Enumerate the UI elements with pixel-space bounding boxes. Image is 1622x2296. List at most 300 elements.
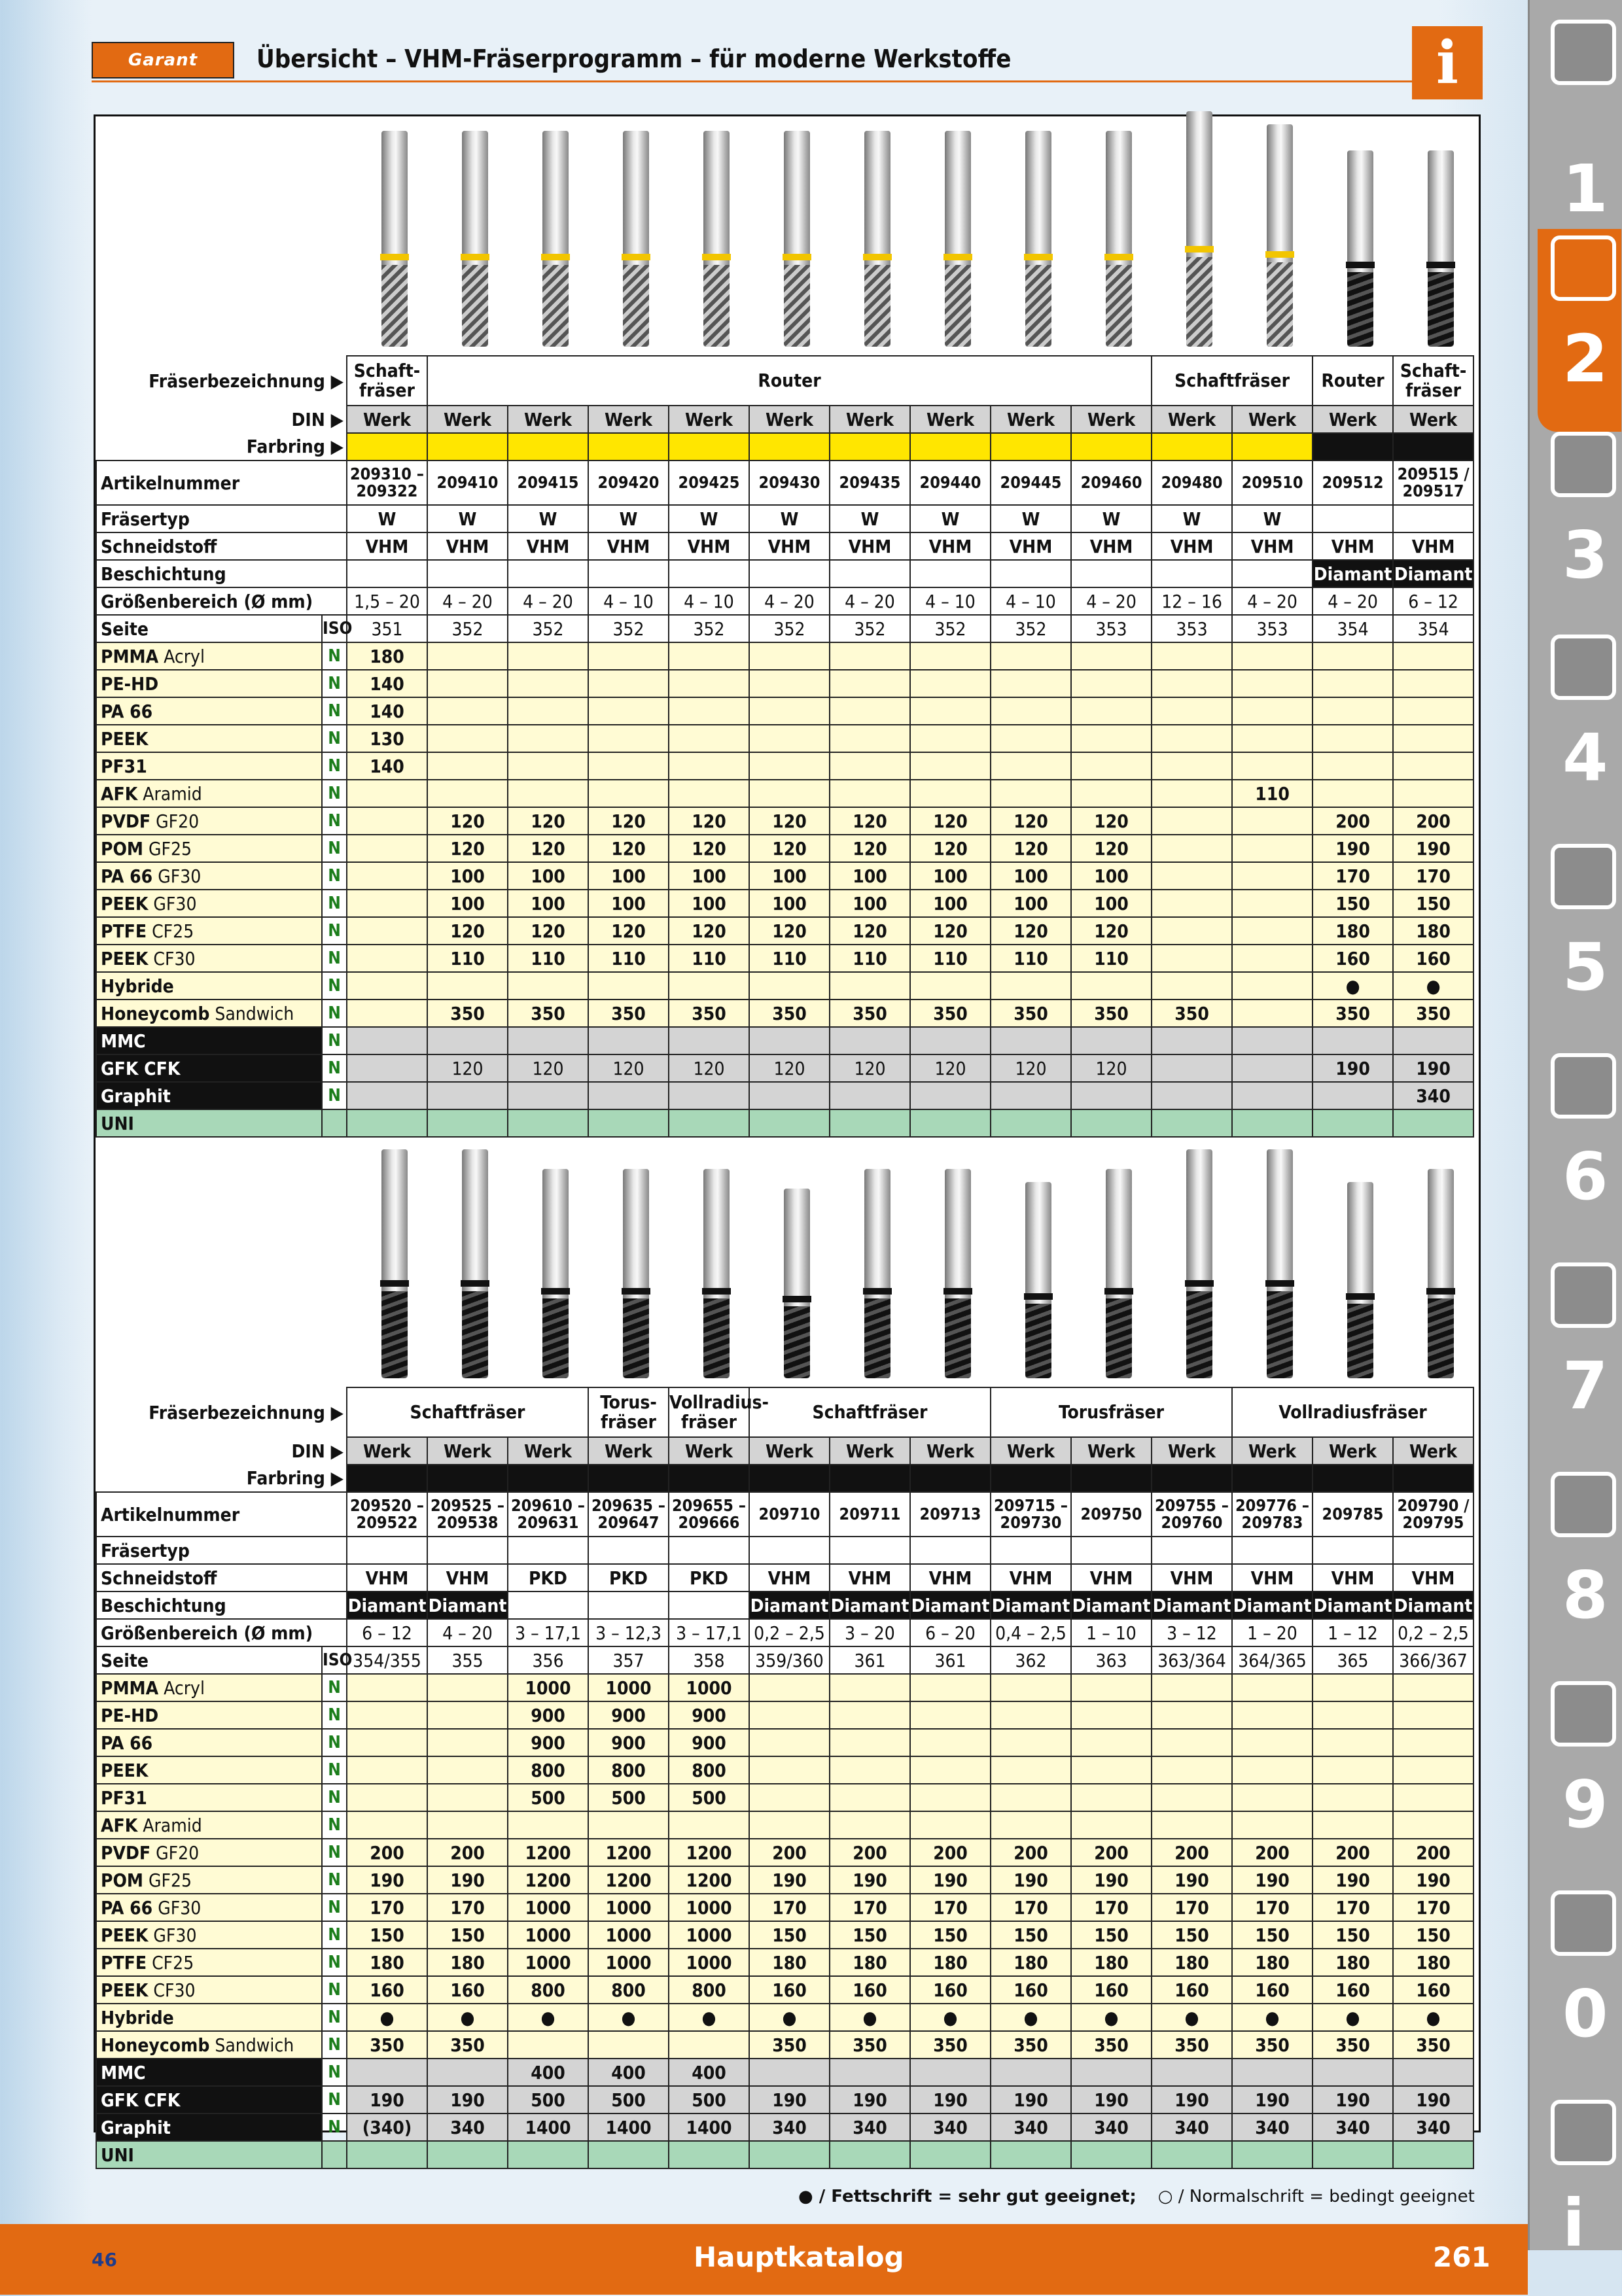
label-artikelnummer: Artikelnummer xyxy=(96,1492,347,1537)
cutting-speed-cell: 110 xyxy=(1232,780,1313,807)
label-din-cell: Werk xyxy=(1152,406,1232,433)
info-icon xyxy=(1551,2100,1616,2165)
cutting-speed-cell: 350 xyxy=(508,1000,588,1027)
cutting-speed-cell: (340) xyxy=(347,2113,427,2141)
info-icon[interactable]: i xyxy=(1412,26,1483,99)
chapter-tab-i[interactable] xyxy=(1538,2093,1621,2296)
cutting-speed-cell: 1000 xyxy=(588,1921,669,1949)
material-name: POM xyxy=(101,1869,143,1891)
label-artikelnummer-cell: 209480 xyxy=(1152,461,1232,505)
cutting-speed-cell: 120 xyxy=(588,807,669,835)
cutting-speed-cell: 1200 xyxy=(508,1866,588,1894)
cutting-speed-cell: 1000 xyxy=(669,1894,749,1921)
material-variant: CF25 xyxy=(147,1951,194,1974)
label-artikelnummer-cell: 209790 / 209795 xyxy=(1393,1492,1473,1537)
chapter-number: 7 xyxy=(1562,1348,1608,1424)
cutting-speed-cell: 340 xyxy=(910,2113,991,2141)
page-ref-cell: 352 xyxy=(588,615,669,642)
iso-group: N xyxy=(322,1756,347,1784)
cutting-speed-cell xyxy=(588,1811,669,1839)
cutting-speed-cell: 190 xyxy=(1393,2086,1473,2113)
material-variant: Sandwich xyxy=(209,1002,294,1024)
cutting-speed-cell: 120 xyxy=(910,1054,991,1082)
cutting-speed-cell xyxy=(347,1756,427,1784)
label-artikelnummer-cell: 209510 xyxy=(1232,461,1313,505)
label-groessenbereich-cell: 4 – 20 xyxy=(427,587,508,615)
workbench-icon xyxy=(1551,1472,1616,1537)
label-beschichtung-cell xyxy=(749,560,830,587)
chapter-number: 9 xyxy=(1562,1766,1608,1843)
label-din-cell: Werk xyxy=(910,406,991,433)
cutting-speed-cell xyxy=(1232,1701,1313,1729)
cutting-speed-cell: 1200 xyxy=(508,1839,588,1866)
cutting-speed-cell xyxy=(508,725,588,752)
cutting-speed-cell: 150 xyxy=(1313,890,1393,917)
cutting-speed-cell: 200 xyxy=(991,1839,1071,1866)
page-ref-cell: 355 xyxy=(427,1646,508,1674)
chapter-tab-0[interactable] xyxy=(1538,1884,1621,2087)
page-ref-cell: 353 xyxy=(1071,615,1152,642)
label-beschichtung-cell xyxy=(991,560,1071,587)
cutting-speed-cell: 180 xyxy=(1313,917,1393,945)
cutting-speed-cell xyxy=(1232,2059,1313,2086)
cutting-speed-cell: 180 xyxy=(1313,1949,1393,1976)
cutting-speed-cell: 180 xyxy=(910,1949,991,1976)
material-name: PE-HD xyxy=(101,1704,159,1726)
label-beschichtung-cell xyxy=(427,560,508,587)
label-beschichtung-cell: Diamant xyxy=(1393,560,1473,587)
cutting-speed-cell xyxy=(1393,1811,1473,1839)
cutting-speed-cell: 900 xyxy=(588,1729,669,1756)
iso-group: N xyxy=(322,807,347,835)
color-ring-swatch xyxy=(749,433,830,461)
cutting-speed-cell xyxy=(588,780,669,807)
cutting-speed-cell: 170 xyxy=(991,1894,1071,1921)
cutting-speed-cell xyxy=(427,972,508,1000)
cutting-speed-cell: 200 xyxy=(830,1839,910,1866)
material-variant: Aramid xyxy=(137,1814,202,1836)
cutting-speed-cell: 120 xyxy=(427,835,508,862)
cutting-speed-cell xyxy=(1152,1027,1232,1054)
label-fraesertyp-cell xyxy=(991,1537,1071,1564)
label-fraesertyp-cell xyxy=(910,1537,991,1564)
page-header xyxy=(92,35,1475,82)
cutting-speed-cell xyxy=(910,1701,991,1729)
color-ring-swatch xyxy=(669,1465,749,1492)
table-top xyxy=(96,355,1474,1138)
label-groessenbereich-cell: 4 – 20 xyxy=(749,587,830,615)
legend-normal: ○ / Normalschrift = bedingt geeignet xyxy=(1157,2187,1475,2206)
cutting-speed-cell: 1000 xyxy=(508,1921,588,1949)
label-fraesertyp-cell: W xyxy=(427,505,508,532)
cutting-speed-cell xyxy=(830,752,910,780)
cutting-speed-cell: 160 xyxy=(1232,1976,1313,2004)
page-ref-cell: 358 xyxy=(669,1646,749,1674)
cutting-speed-cell xyxy=(991,1082,1071,1109)
cutting-speed-cell xyxy=(1313,780,1393,807)
cutting-speed-cell xyxy=(1152,1701,1232,1729)
milling-cutter-image xyxy=(1428,150,1454,347)
cutting-speed-cell xyxy=(1152,1784,1232,1811)
cutting-speed-cell: ● xyxy=(669,2004,749,2031)
chapter-tab-6[interactable] xyxy=(1538,1047,1621,1249)
cutting-speed-cell xyxy=(749,2059,830,2086)
cutting-speed-cell xyxy=(669,1109,749,1137)
cutting-speed-cell: 110 xyxy=(427,945,508,972)
cutting-speed-cell xyxy=(1393,780,1473,807)
cutting-speed-cell: 400 xyxy=(669,2059,749,2086)
cutting-speed-cell: 110 xyxy=(910,945,991,972)
cutting-speed-cell: 180 xyxy=(991,1949,1071,1976)
cutting-speed-cell xyxy=(1393,697,1473,725)
cutting-speed-cell: 100 xyxy=(1071,890,1152,917)
chapter-tab-2[interactable] xyxy=(1538,229,1621,432)
cutting-speed-cell xyxy=(508,642,588,670)
cutting-speed-cell: 170 xyxy=(830,1894,910,1921)
cutting-speed-cell: 190 xyxy=(1393,835,1473,862)
cutting-speed-cell: 350 xyxy=(749,1000,830,1027)
label-artikelnummer-cell: 209460 xyxy=(1071,461,1152,505)
cutting-speed-cell xyxy=(910,1756,991,1784)
chapter-tab-4[interactable] xyxy=(1538,628,1621,831)
cutting-speed-cell xyxy=(1313,752,1393,780)
cutting-speed-cell: 170 xyxy=(1152,1894,1232,1921)
cutting-speed-cell: 100 xyxy=(508,890,588,917)
label-din-cell: Werk xyxy=(749,406,830,433)
cutting-speed-cell: 120 xyxy=(910,835,991,862)
chapter-tab-3[interactable] xyxy=(1538,425,1621,628)
cutting-speed-cell xyxy=(1313,1729,1393,1756)
label-din-cell: Werk xyxy=(669,1437,749,1465)
label-groessenbereich-cell: 3 – 17,1 xyxy=(508,1619,588,1646)
material-label xyxy=(96,1674,322,1701)
cutting-speed-cell xyxy=(1232,1054,1313,1082)
label-artikelnummer-cell: 209525 – 209538 xyxy=(427,1492,508,1537)
iso-group: N xyxy=(322,835,347,862)
label-din-cell: Werk xyxy=(588,1437,669,1465)
label-schneidstoff-cell: VHM xyxy=(991,1564,1071,1592)
label-groessenbereich-cell: 4 – 20 xyxy=(1313,587,1393,615)
cutting-speed-cell: 110 xyxy=(588,945,669,972)
cutting-speed-cell: 160 xyxy=(830,1976,910,2004)
label-fraesertyp-cell xyxy=(347,1537,427,1564)
cutting-speed-cell: 120 xyxy=(508,835,588,862)
material-label xyxy=(96,1756,322,1784)
cutting-speed-cell: 350 xyxy=(830,2031,910,2059)
color-ring-swatch xyxy=(508,433,588,461)
cutting-speed-cell xyxy=(910,1784,991,1811)
cutting-speed-cell xyxy=(1232,862,1313,890)
label-fraesertyp: Fräsertyp xyxy=(96,1537,347,1564)
page-ref-cell: 361 xyxy=(910,1646,991,1674)
cutting-speed-cell: 200 xyxy=(427,1839,508,1866)
label-artikelnummer-cell: 209750 xyxy=(1071,1492,1152,1537)
label-groessenbereich-cell: 4 – 20 xyxy=(508,587,588,615)
cutting-speed-cell: 350 xyxy=(1152,2031,1232,2059)
cutting-speed-cell xyxy=(749,1082,830,1109)
cutting-speed-cell xyxy=(347,1701,427,1729)
chapter-tab-7[interactable] xyxy=(1538,1256,1621,1459)
cutting-speed-cell xyxy=(1071,697,1152,725)
label-groessenbereich-cell: 4 – 10 xyxy=(991,587,1071,615)
material-name: PEEK xyxy=(101,1759,149,1781)
label-din-cell: Werk xyxy=(347,1437,427,1465)
milling-cutter-image xyxy=(1186,1149,1212,1378)
cutting-speed-cell xyxy=(669,972,749,1000)
cutting-speed-cell xyxy=(588,725,669,752)
label-artikelnummer-cell: 209415 xyxy=(508,461,588,505)
material-label xyxy=(96,917,322,945)
cutting-speed-cell: 120 xyxy=(508,807,588,835)
cutting-speed-cell: 340 xyxy=(1232,2113,1313,2141)
iso-group: N xyxy=(322,1894,347,1921)
cutting-speed-cell xyxy=(669,697,749,725)
material-label xyxy=(96,1894,322,1921)
cutting-speed-cell: 170 xyxy=(427,1894,508,1921)
cutting-speed-cell xyxy=(347,1109,427,1137)
label-artikelnummer-cell: 209755 – 209760 xyxy=(1152,1492,1232,1537)
color-ring-swatch xyxy=(588,1465,669,1492)
cutting-speed-cell xyxy=(508,670,588,697)
label-artikelnummer-cell: 209515 / 209517 xyxy=(1393,461,1473,505)
cutting-speed-cell: 100 xyxy=(910,862,991,890)
cutting-speed-cell: 350 xyxy=(991,1000,1071,1027)
cutting-speed-cell: 120 xyxy=(830,1054,910,1082)
saw-icon xyxy=(1551,844,1616,909)
cutting-speed-cell: 340 xyxy=(1152,2113,1232,2141)
label-beschichtung-cell xyxy=(910,560,991,587)
iso-group: N xyxy=(322,1027,347,1054)
page-ref-cell: 351 xyxy=(347,615,427,642)
material-name: POM xyxy=(101,837,143,860)
milling-cutter-image xyxy=(623,131,649,347)
cutting-speed-cell: 190 xyxy=(1232,2086,1313,2113)
cutting-speed-cell xyxy=(1152,1082,1232,1109)
material-name: PE-HD xyxy=(101,672,159,695)
cutting-speed-cell xyxy=(427,1027,508,1054)
label-schneidstoff-cell: VHM xyxy=(1313,1564,1393,1592)
cutting-speed-cell: 180 xyxy=(427,1949,508,1976)
cutting-speed-cell xyxy=(347,1027,427,1054)
cutting-speed-cell: 180 xyxy=(749,1949,830,1976)
cutting-speed-cell: 350 xyxy=(991,2031,1071,2059)
cutting-speed-cell xyxy=(1313,1756,1393,1784)
chapter-tab-9[interactable] xyxy=(1538,1675,1621,1877)
cutting-speed-cell: 120 xyxy=(669,835,749,862)
cutting-speed-cell xyxy=(1232,945,1313,972)
cutting-speed-cell: 190 xyxy=(830,1866,910,1894)
cutting-speed-cell: 350 xyxy=(669,1000,749,1027)
material-variant: Acryl xyxy=(158,645,205,667)
label-artikelnummer-cell: 209425 xyxy=(669,461,749,505)
cutting-speed-cell: 180 xyxy=(1232,1949,1313,1976)
label-artikelnummer-cell: 209440 xyxy=(910,461,991,505)
cutting-speed-cell xyxy=(427,2059,508,2086)
tool-images-bottom xyxy=(354,1145,1479,1383)
cutting-speed-cell: 200 xyxy=(347,1839,427,1866)
cutting-speed-cell: 900 xyxy=(508,1729,588,1756)
label-schneidstoff: Schneidstoff xyxy=(96,1564,347,1592)
page-ref-cell: 352 xyxy=(830,615,910,642)
color-ring-swatch xyxy=(669,433,749,461)
color-ring-swatch xyxy=(588,433,669,461)
page-ref-cell: 363 xyxy=(1071,1646,1152,1674)
cutting-speed-cell xyxy=(427,1674,508,1701)
milling-cutter-image xyxy=(1267,124,1293,347)
cutting-speed-cell: 350 xyxy=(347,2031,427,2059)
cutting-speed-cell xyxy=(347,1082,427,1109)
label-din: DIN ▶ xyxy=(291,408,344,430)
cutting-speed-cell: 120 xyxy=(830,835,910,862)
garant-logo: Garant xyxy=(92,42,234,78)
chapter-tab-8[interactable] xyxy=(1538,1465,1621,1668)
cutting-speed-cell: 900 xyxy=(669,1701,749,1729)
cutting-speed-cell: 120 xyxy=(669,917,749,945)
label-groessenbereich-cell: 4 – 20 xyxy=(1232,587,1313,615)
cutting-speed-cell xyxy=(347,1784,427,1811)
label-groessenbereich-cell: 3 – 12 xyxy=(1152,1619,1232,1646)
material-label xyxy=(96,2141,322,2168)
label-artikelnummer-cell: 209445 xyxy=(991,461,1071,505)
cutting-speed-cell xyxy=(991,725,1071,752)
label-groessenbereich-cell: 6 – 12 xyxy=(1393,587,1473,615)
iso-group: N xyxy=(322,1811,347,1839)
page-ref-cell: 353 xyxy=(1232,615,1313,642)
cutting-speed-cell xyxy=(1232,697,1313,725)
cutting-speed-cell: 100 xyxy=(588,862,669,890)
page-ref-cell: 356 xyxy=(508,1646,588,1674)
page-ref-cell: 364/365 xyxy=(1232,1646,1313,1674)
chapter-tab-5[interactable] xyxy=(1538,837,1621,1040)
iso-group: N xyxy=(322,862,347,890)
label-fraesertyp-cell: W xyxy=(830,505,910,532)
cutting-speed-cell: 200 xyxy=(1313,807,1393,835)
cutting-speed-cell xyxy=(347,862,427,890)
iso-group: N xyxy=(322,1839,347,1866)
cutting-speed-cell: 190 xyxy=(1313,835,1393,862)
label-groessenbereich-cell: 0,2 – 2,5 xyxy=(749,1619,830,1646)
cutting-speed-cell: 1200 xyxy=(588,1839,669,1866)
material-name: GFK CFK xyxy=(101,1057,181,1079)
cutting-speed-cell: ● xyxy=(1152,2004,1232,2031)
cutting-speed-cell xyxy=(991,1674,1071,1701)
cutting-speed-cell xyxy=(1393,642,1473,670)
label-schneidstoff-cell: VHM xyxy=(749,532,830,560)
color-ring-swatch xyxy=(910,1465,991,1492)
cutting-speed-cell: 350 xyxy=(427,1000,508,1027)
cutting-speed-cell xyxy=(347,1811,427,1839)
label-fraesertyp-cell xyxy=(588,1537,669,1564)
cutting-speed-cell: ● xyxy=(749,2004,830,2031)
color-ring-swatch xyxy=(991,433,1071,461)
cutting-speed-cell xyxy=(669,780,749,807)
milling-cutter-image xyxy=(703,1169,730,1378)
cutting-speed-cell xyxy=(508,1027,588,1054)
cutting-speed-cell: 180 xyxy=(1152,1949,1232,1976)
label-schneidstoff-cell: VHM xyxy=(749,1564,830,1592)
label-schneidstoff-cell: VHM xyxy=(669,532,749,560)
label-groessenbereich-cell: 6 – 12 xyxy=(347,1619,427,1646)
cutting-speed-cell xyxy=(1313,1109,1393,1137)
cutting-speed-cell: 120 xyxy=(669,807,749,835)
cutting-speed-cell xyxy=(1313,1082,1393,1109)
label-groessenbereich-cell: 12 – 16 xyxy=(1152,587,1232,615)
cutting-speed-cell: 800 xyxy=(669,1976,749,2004)
cutting-speed-cell: 120 xyxy=(749,917,830,945)
cutting-speed-cell xyxy=(749,1784,830,1811)
cutting-speed-cell xyxy=(910,1027,991,1054)
cutting-speed-cell: ● xyxy=(991,2004,1071,2031)
cutting-speed-cell xyxy=(588,2031,669,2059)
cutting-speed-cell xyxy=(910,1729,991,1756)
cutting-speed-cell: 150 xyxy=(749,1921,830,1949)
cutting-speed-cell: 120 xyxy=(427,807,508,835)
material-label xyxy=(96,697,322,725)
label-beschichtung-cell xyxy=(669,1592,749,1619)
cutting-speed-cell: 340 xyxy=(1071,2113,1152,2141)
iso-group: N xyxy=(322,780,347,807)
label-din-cell: Werk xyxy=(1232,406,1313,433)
cutting-speed-cell xyxy=(1152,1109,1232,1137)
milling-cutter-image xyxy=(864,1169,890,1378)
cutting-speed-cell xyxy=(910,2059,991,2086)
milling-cutter-image xyxy=(623,1169,649,1378)
label-din-cell: Werk xyxy=(1313,1437,1393,1465)
cutting-speed-cell xyxy=(1313,1811,1393,1839)
cutting-speed-cell xyxy=(1152,972,1232,1000)
tool-group-header: Schaftfräser xyxy=(1152,356,1313,406)
cutting-speed-cell xyxy=(427,1729,508,1756)
cutting-speed-cell: 340 xyxy=(1393,2113,1473,2141)
material-label xyxy=(96,1109,322,1137)
label-schneidstoff-cell: VHM xyxy=(1393,532,1473,560)
cutting-speed-cell xyxy=(1232,1756,1313,1784)
material-variant: GF25 xyxy=(143,837,192,860)
cutting-speed-cell: 200 xyxy=(1232,1839,1313,1866)
cutting-speed-cell xyxy=(749,670,830,697)
cutting-speed-cell xyxy=(1152,1674,1232,1701)
iso-group: N xyxy=(322,2059,347,2086)
cutting-speed-cell xyxy=(830,1082,910,1109)
cutting-speed-cell: 120 xyxy=(749,807,830,835)
cutting-speed-cell: 190 xyxy=(910,2086,991,2113)
milling-cutter-image xyxy=(1025,1182,1051,1378)
cutting-speed-cell: 160 xyxy=(991,1976,1071,2004)
iso-group: N xyxy=(322,2086,347,2113)
label-groessenbereich-cell: 4 – 20 xyxy=(427,1619,508,1646)
label-groessenbereich-cell: 4 – 10 xyxy=(588,587,669,615)
tool-group-header: Schaft- fräser xyxy=(1393,356,1473,406)
cutting-speed-cell: 120 xyxy=(1071,917,1152,945)
label-beschichtung-cell xyxy=(1152,560,1232,587)
cutting-speed-cell xyxy=(427,697,508,725)
cutting-speed-cell xyxy=(910,697,991,725)
cutting-speed-cell xyxy=(991,670,1071,697)
label-fraeserbezeichnung: Fräserbezeichnung ▶ xyxy=(149,370,344,392)
cutting-speed-cell xyxy=(749,1701,830,1729)
cutting-speed-cell xyxy=(1393,2059,1473,2086)
label-din-cell: Werk xyxy=(991,1437,1071,1465)
page-ref-cell: 352 xyxy=(749,615,830,642)
cutting-speed-cell: 130 xyxy=(347,725,427,752)
label-fraesertyp-cell: W xyxy=(910,505,991,532)
label-groessenbereich-cell: 4 – 10 xyxy=(910,587,991,615)
cutting-speed-cell: ● xyxy=(830,2004,910,2031)
cutting-speed-cell xyxy=(991,642,1071,670)
material-name: UNI xyxy=(101,1112,134,1134)
cutting-speed-cell xyxy=(1313,642,1393,670)
cutting-speed-cell: 800 xyxy=(508,1976,588,2004)
